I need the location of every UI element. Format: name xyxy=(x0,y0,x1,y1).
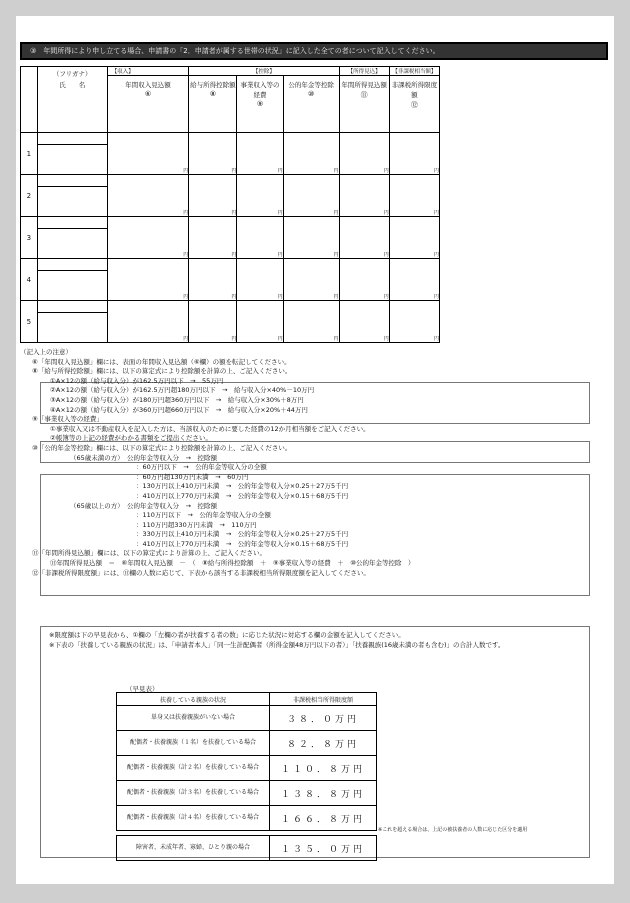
limit-input[interactable]: 円 xyxy=(389,217,439,259)
limit-input[interactable]: 円 xyxy=(389,133,439,175)
under-65-2: ：60万円超130万円未満 → 60万円 xyxy=(136,472,249,481)
table-row: 1 円 円 円 円 円 円 xyxy=(21,133,440,175)
table-row: 3 円 円 円 円 円 円 xyxy=(21,217,440,259)
corner-cell xyxy=(21,67,38,133)
group-limit: 【非課税相当額】 xyxy=(389,67,439,76)
table-row-special: 障害者、未成年者、寡婦、ひとり親の場合 １３５．０万円 xyxy=(117,836,377,861)
over-65-3: ：330万円以上410万円未満 → 公的年金等収入分×0.25＋27万5千円 xyxy=(136,530,349,539)
under-65-1: ：60万円以下 → 公的年金等収入分の全額 xyxy=(136,463,267,472)
table-row: 5 円 円 円 円 円 円 xyxy=(21,301,440,343)
pension-input[interactable]: 円 xyxy=(283,217,339,259)
col-business: 事業収入等の経費 ⑨ xyxy=(237,76,283,133)
business-input[interactable]: 円 xyxy=(237,301,283,343)
name-input[interactable] xyxy=(37,217,107,259)
income-table xyxy=(20,66,440,343)
instruction-banner: ③ 年間所得により申し立てる場合、申請書の「2．申請者が属する世帯の状況」に記入した全ての者について記入してください。 xyxy=(20,42,608,60)
name-input[interactable] xyxy=(37,175,107,217)
limit-note-1: ※限度額は下の早見表から、①欄の「左欄の者が扶養する者の数」に応じた状況に対応する欄の金額を記入してください。 xyxy=(49,631,405,639)
name-input[interactable] xyxy=(37,259,107,301)
pension-input[interactable]: 円 xyxy=(283,175,339,217)
name-header xyxy=(37,67,107,133)
col-annual: 年間所得見込額 ⑪ xyxy=(339,76,389,133)
note-12: ⑫「非課税所得限度額」には、⑪欄の人数に応じて、下表から該当する非課税相当所得限度額を記入してください。 xyxy=(32,568,370,577)
group-deduction: 【控除】 xyxy=(189,67,339,76)
group-income: 【収入】 xyxy=(107,67,189,76)
income-input[interactable]: 円 xyxy=(107,301,189,343)
notes-section xyxy=(20,348,608,578)
table-row: 配偶者・扶養親族（計３名）を扶養している場合 １３８．８万円 xyxy=(117,781,377,806)
col-salary: 給与所得控除額 ⑧ xyxy=(189,76,237,133)
group-income-estimate: 【所得見込】 xyxy=(339,67,389,76)
limit-note-2: ※下表の「扶養している親族の状況」は、「申請者本人」「同一生計配偶者（所得金額48万円以下の者）」「扶養親族(16歳未満の者も含む)」の合計人数です。 xyxy=(49,640,505,649)
note-10: ⑩「公的年金等控除」欄には、以下の算定式により控除額を計算の上、ご記入ください。 xyxy=(32,443,292,452)
note-8: ⑧「給与所得控除額」欄には、以下の算定式により控除額を計算の上、ご記入ください。 xyxy=(32,367,292,376)
note-9: ⑨「事業収入等の経費」 xyxy=(32,415,103,424)
quick-table-sidenote: ※これを超える場合は、上記の被扶養者の人数に応じた区分を適用 xyxy=(378,827,528,833)
table-row: 配偶者・扶養親族（計４名）を扶養している場合 １６６．８万円 xyxy=(117,806,377,831)
limit-input[interactable]: 円 xyxy=(389,301,439,343)
table-row: 単身又は扶養親族がいない場合 ３８．０万円 xyxy=(117,706,377,731)
income-input[interactable]: 円 xyxy=(107,175,189,217)
quick-reference-table xyxy=(116,692,377,861)
income-input[interactable]: 円 xyxy=(107,133,189,175)
over-65-1: ：110万円以下 → 公的年金等収入分の全額 xyxy=(136,511,271,520)
under-65-heading: （65歳未満の方） 公的年金等収入分 → 控除額 xyxy=(70,453,217,462)
over-65-4: ：410万円以上770万円未満 → 公的年金等収入分×0.15＋68万5千円 xyxy=(136,539,349,548)
salary-input[interactable]: 円 xyxy=(189,175,237,217)
salary-input[interactable]: 円 xyxy=(189,133,237,175)
quick-table-title: （早見表） xyxy=(126,685,159,693)
note-8-1: ①A×12の額（給与収入分）が162.5万円以下 → 55万円 xyxy=(50,376,224,385)
limit-input[interactable]: 円 xyxy=(389,175,439,217)
note-11-formula: ⑪年間所得見込額 ＝ ⑥年間収入見込額 － （ ⑧給与所得控除額 ＋ ⑨事業収入等の経費 ＋ ⑩公的年金等控除 ） xyxy=(50,559,415,568)
business-input[interactable]: 円 xyxy=(237,133,283,175)
income-input[interactable]: 円 xyxy=(107,259,189,301)
table-row: 配偶者・扶養親族（１名）を扶養している場合 ８２．８万円 xyxy=(117,731,377,756)
note-9-2: ②帳簿等の上記の経費がわかる書類をご提出ください。 xyxy=(50,434,212,443)
note-11: ⑪「年間所得見込額」欄には、以下の算定式により計算の上、ご記入ください。 xyxy=(32,549,266,558)
under-65-3: ：130万円以上410万円未満 → 公的年金等収入分×0.25＋27万5千円 xyxy=(136,482,349,491)
annual-input[interactable]: 円 xyxy=(339,175,389,217)
note-8-4: ④A×12の額（給与収入分）が360万円超660万円以下 → 給与収入分×20%＋44万円 xyxy=(50,405,308,414)
salary-input[interactable]: 円 xyxy=(189,301,237,343)
note-8-2: ②A×12の額（給与収入分）が162.5万円超180万円以下 → 給与収入分×40%－10万円 xyxy=(50,386,315,395)
col-limit: 非課税所得限度額 ⑫ xyxy=(389,76,439,133)
pension-input[interactable]: 円 xyxy=(283,133,339,175)
over-65-heading: （65歳以上の方） 公的年金等収入分 → 控除額 xyxy=(70,501,217,510)
note-6: ⑥「年間収入見込額」欄には、表面の年間収入見込額（⑥欄）の額を転記してください。 xyxy=(32,357,291,366)
annual-input[interactable]: 円 xyxy=(339,133,389,175)
annual-input[interactable]: 円 xyxy=(339,301,389,343)
quick-header-limit: 非課税相当所得限度額 xyxy=(270,693,377,706)
col-pension: 公的年金等控除 ⑩ xyxy=(283,76,339,133)
salary-input[interactable]: 円 xyxy=(189,217,237,259)
income-input[interactable]: 円 xyxy=(107,217,189,259)
note-8-3: ③A×12の額（給与収入分）が180万円超360万円以下 → 給与収入分×30%＋8万円 xyxy=(50,395,304,404)
annual-input[interactable]: 円 xyxy=(339,259,389,301)
annual-input[interactable]: 円 xyxy=(339,217,389,259)
limit-input[interactable]: 円 xyxy=(389,259,439,301)
quick-header-status: 扶養している親族の状況 xyxy=(117,693,270,706)
col-income: 年間収入見込額 ⑥ xyxy=(107,76,189,133)
table-row: 4 円 円 円 円 円 円 xyxy=(21,259,440,301)
under-65-4: ：410万円以上770万円未満 → 公的年金等収入分×0.15＋68万5千円 xyxy=(136,491,349,500)
name-label: 氏 名 xyxy=(59,81,86,89)
pension-input[interactable]: 円 xyxy=(283,259,339,301)
furigana-label: （フリガナ） xyxy=(52,70,92,78)
pension-input[interactable]: 円 xyxy=(283,301,339,343)
business-input[interactable]: 円 xyxy=(237,259,283,301)
business-input[interactable]: 円 xyxy=(237,217,283,259)
note-9-1: ①事業収入又は不動産収入を記入した方は、当該収入のために要した経費の12か月相当額をご記入ください。 xyxy=(50,424,370,433)
table-row: 2 円 円 円 円 円 円 xyxy=(21,175,440,217)
table-row: 配偶者・扶養親族（計２名）を扶養している場合 １１０．８万円 xyxy=(117,756,377,781)
name-input[interactable] xyxy=(37,133,107,175)
notes-heading: （記入上の注意） xyxy=(20,348,72,356)
name-input[interactable] xyxy=(37,301,107,343)
over-65-2: ：110万円超330万円未満 → 110万円 xyxy=(136,520,257,529)
salary-input[interactable]: 円 xyxy=(189,259,237,301)
business-input[interactable]: 円 xyxy=(237,175,283,217)
